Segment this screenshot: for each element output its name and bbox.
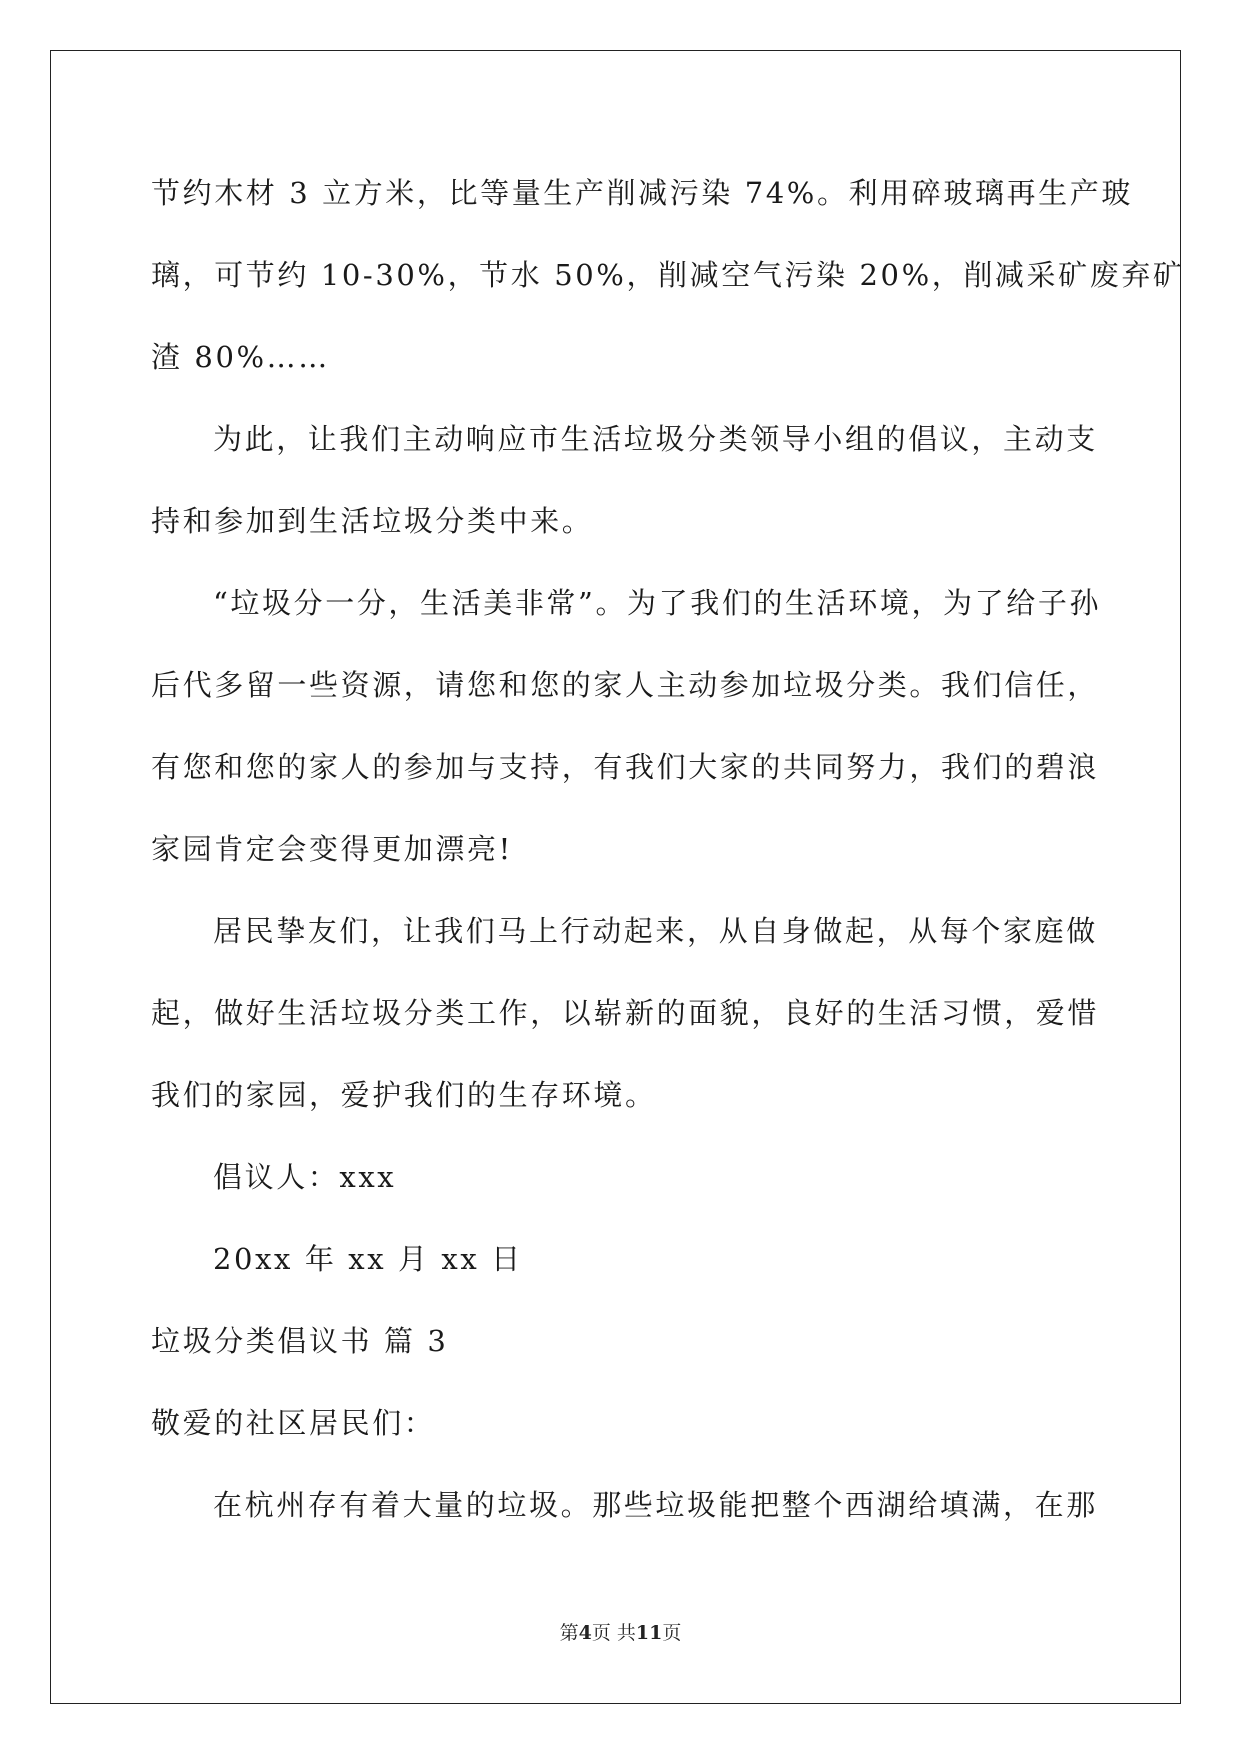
paragraph-line: “垃圾分一分，生活美非常”。为了我们的生活环境，为了给子孙 bbox=[213, 586, 1102, 620]
paragraph-line: 我们的家园，爱护我们的生存环境。 bbox=[151, 1078, 657, 1112]
footer-suffix: 页 bbox=[662, 1622, 682, 1644]
paragraph-line: 节约木材 3 立方米，比等量生产削减污染 74%。利用碎玻璃再生产玻 bbox=[151, 176, 1133, 210]
paragraph-line: 持和参加到生活垃圾分类中来。 bbox=[151, 504, 594, 538]
current-page-number: 4 bbox=[578, 1622, 592, 1644]
paragraph-line: 居民挚友们，让我们马上行动起来，从自身做起，从每个家庭做 bbox=[213, 914, 1098, 948]
paragraph-line: 在杭州存有着大量的垃圾。那些垃圾能把整个西湖给填满，在那 bbox=[213, 1488, 1098, 1522]
footer-mid: 页 共 bbox=[591, 1622, 636, 1644]
paragraph-line: 家园肯定会变得更加漂亮! bbox=[151, 832, 513, 866]
section-title: 垃圾分类倡议书 篇 3 bbox=[151, 1324, 449, 1358]
signer-line: 倡议人：xxx bbox=[213, 1160, 397, 1194]
paragraph-line: 为此，让我们主动响应市生活垃圾分类领导小组的倡议，主动支 bbox=[213, 422, 1098, 456]
paragraph-line: 有您和您的家人的参加与支持，有我们大家的共同努力，我们的碧浪 bbox=[151, 750, 1100, 784]
paragraph-line: 后代多留一些资源，请您和您的家人主动参加垃圾分类。我们信任， bbox=[151, 668, 1100, 702]
paragraph-line: 璃，可节约 10-30%，节水 50%，削减空气污染 20%，削减采矿废弃矿 bbox=[151, 258, 1185, 292]
paragraph-line: 渣 80%…… bbox=[151, 340, 330, 374]
footer-prefix: 第 bbox=[559, 1622, 579, 1644]
salutation: 敬爱的社区居民们： bbox=[151, 1406, 436, 1440]
paragraph-line: 起，做好生活垃圾分类工作，以崭新的面貌，良好的生活习惯，爱惜 bbox=[151, 996, 1100, 1030]
page-footer bbox=[0, 1618, 1241, 1645]
total-page-number: 11 bbox=[635, 1622, 663, 1644]
date-line: 20xx 年 xx 月 xx 日 bbox=[213, 1242, 523, 1276]
document-body bbox=[151, 165, 1185, 1559]
